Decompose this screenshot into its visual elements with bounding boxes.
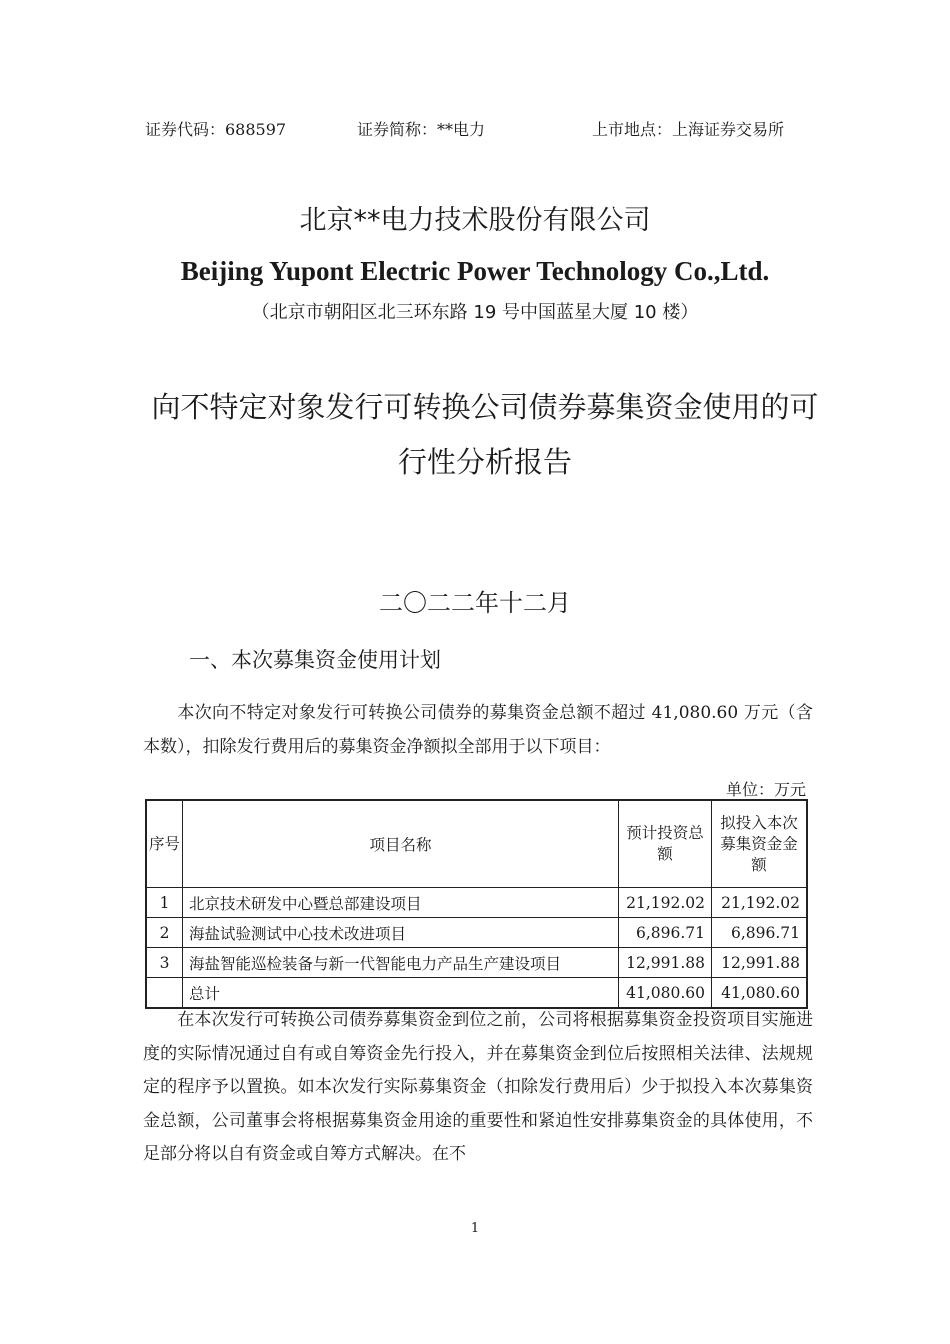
row-no: 1 — [146, 888, 183, 918]
row-project-name: 海盐试验测试中心技术改进项目 — [183, 918, 619, 948]
col-header-no: 序号 — [146, 800, 183, 888]
row-no: 3 — [146, 948, 183, 978]
col-header-raise: 拟投入本次募集资金金额 — [712, 800, 808, 888]
total-raise-sum: 41,080.60 — [712, 978, 808, 1009]
table-header-row — [146, 800, 807, 888]
total-sum: 41,080.60 — [619, 978, 712, 1009]
row-project-name: 海盐智能巡检装备与新一代智能电力产品生产建设项目 — [183, 948, 619, 978]
page-number: 1 — [470, 1221, 480, 1236]
col-header-total: 预计投资总额 — [619, 800, 712, 888]
company-name-cn: 北京**电力技术股份有限公司 — [299, 205, 651, 236]
stock-code: 证券代码：688597 — [145, 120, 287, 139]
stock-abbreviation: 证券简称：**电力 — [357, 120, 486, 139]
row-raise: 12,991.88 — [712, 948, 808, 978]
table-row — [146, 948, 807, 978]
row-no: 2 — [146, 918, 183, 948]
col-header-project: 项目名称 — [183, 800, 619, 888]
intro-paragraph — [143, 697, 813, 764]
intro-text: 本次向不特定对象发行可转换公司债券的募集资金总额不超过 41,080.60 万元（含本数），扣除发行费用后的募集资金净额拟全部用于以下项目： — [143, 703, 813, 757]
row-total: 21,192.02 — [619, 888, 712, 918]
table-row — [146, 888, 807, 918]
row-raise: 21,192.02 — [712, 888, 808, 918]
section-heading: 一、本次募集资金使用计划 — [189, 648, 441, 672]
company-address: （北京市朝阳区北三环东路 19 号中国蓝星大厦 10 楼） — [251, 302, 699, 323]
total-label: 总计 — [183, 978, 619, 1009]
unit-label: 单位：万元 — [725, 780, 806, 799]
row-project-name: 北京技术研发中心暨总部建设项目 — [183, 888, 619, 918]
funding-text: 在本次发行可转换公司债券募集资金到位之前，公司将根据募集资金投资项目实施进度的实际情况通过自有或自筹资金先行投入，并在募集资金到位后按照相关法律、法规规定的程序予以置换。如本次发行实际募集资金（扣除发行费用后）少于拟投入本次募集资金总额，公司董事会将根据募集资金用途的重要性和紧迫性安排募集资金的具体使用，不足部分将以自有资金或自筹方式解决。在不 — [143, 1010, 813, 1164]
row-total: 6,896.71 — [619, 918, 712, 948]
report-title: 向不特定对象发行可转换公司债券募集资金使用的可行性分析报告 — [151, 390, 819, 479]
table-row — [146, 918, 807, 948]
fund-usage-table — [145, 799, 808, 1009]
funding-paragraph — [143, 1004, 813, 1172]
row-raise: 6,896.71 — [712, 918, 808, 948]
report-date: 二〇二二年十二月 — [379, 589, 571, 617]
listing-place: 上市地点：上海证券交易所 — [592, 120, 785, 139]
company-name-en: Beijing Yupont Electric Power Technology Co.,Ltd. — [180, 256, 770, 286]
row-total: 12,991.88 — [619, 948, 712, 978]
